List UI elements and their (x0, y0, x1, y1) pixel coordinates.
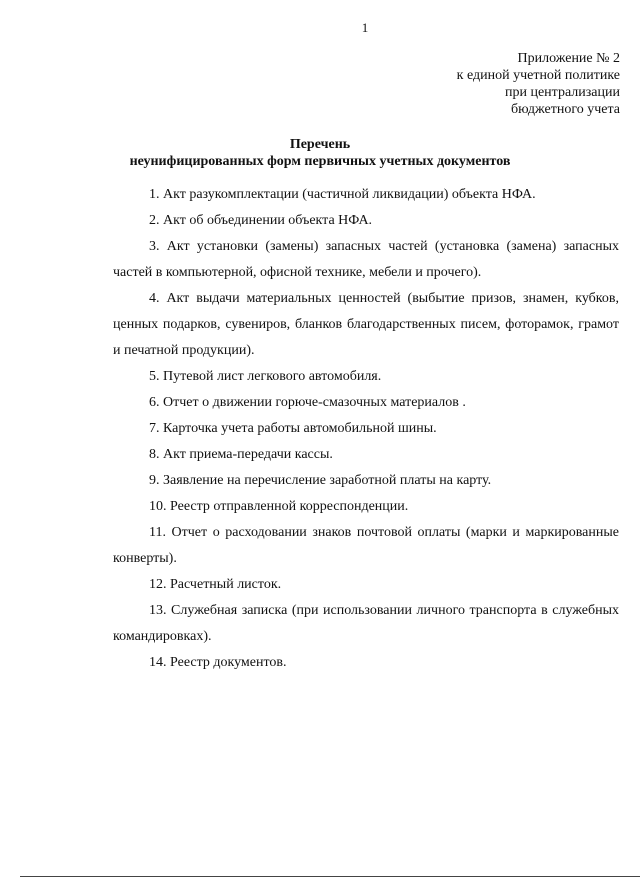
list-item: 1. Акт разукомплектации (частичной ликвидации) объекта НФА. (149, 187, 536, 202)
page-number: 1 (361, 20, 369, 35)
list-item: 7. Карточка учета работы автомобильной шины. (149, 421, 437, 436)
list-item: 2. Акт об объединении объекта НФА. (149, 213, 373, 228)
list-item: 5. Путевой лист легкового автомобиля. (149, 369, 382, 384)
appendix-line-4: бюджетного учета (511, 102, 620, 117)
title-line-2: неунифицированных форм первичных учетных документов (129, 154, 511, 169)
list-item: 9. Заявление на перечисление заработной платы на карту. (149, 473, 492, 488)
list-item: 3. Акт установки (замены) запасных частей (установка (замена) запасных частей в компьютерной, офисной технике, мебели и прочего). (113, 239, 619, 280)
title-line-1: Перечень (289, 137, 351, 152)
list-item: 6. Отчет о движении горюче-смазочных материалов . (149, 395, 466, 410)
list-item: 11. Отчет о расходовании знаков почтовой оплаты (марки и маркированные конверты). (113, 525, 619, 566)
list-item: 10. Реестр отправленной корреспонденции. (149, 499, 409, 514)
appendix-line-3: при централизации (504, 85, 620, 100)
list-item: 8. Акт приема-передачи кассы. (149, 447, 333, 462)
bottom-divider (20, 876, 640, 877)
appendix-header (457, 50, 620, 118)
list-item: 4. Акт выдачи материальных ценностей (выбытие призов, знамен, кубков, ценных подарков, сувениров, бланков благодарственных писем, фоторамок, грамот и печатной продукции). (113, 291, 619, 358)
document-title (110, 136, 530, 170)
list-item: 12. Расчетный листок. (149, 577, 282, 592)
appendix-line-1: Приложение № 2 (517, 51, 620, 66)
appendix-line-2: к единой учетной политике (456, 68, 620, 83)
document-list (113, 182, 619, 676)
list-item: 13. Служебная записка (при использовании личного транспорта в служебных командировках). (113, 603, 619, 644)
list-item: 14. Реестр документов. (149, 655, 287, 670)
